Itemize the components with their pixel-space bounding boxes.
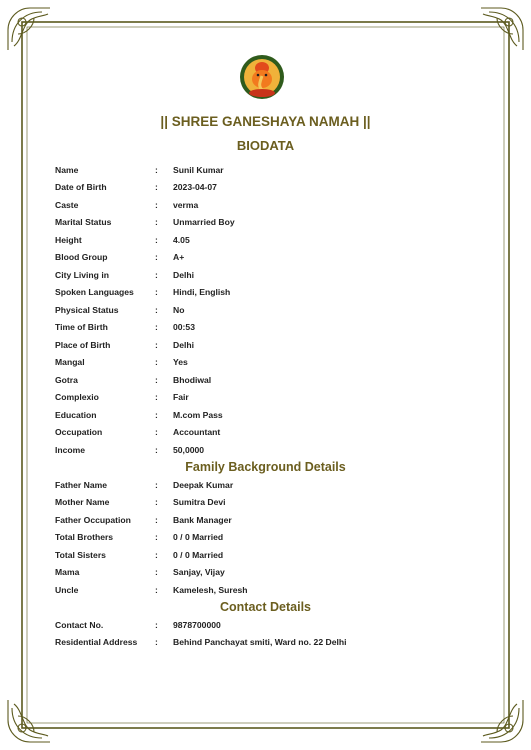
row-label: Total Brothers (55, 532, 114, 542)
row-separator: : (155, 340, 158, 350)
row-value: Unmarried Boy (173, 217, 235, 227)
row-separator: : (155, 620, 158, 630)
row-label: Contact No. (55, 620, 104, 630)
row-value: Accountant (173, 427, 221, 437)
row-value: Deepak Kumar (173, 480, 234, 490)
row-value: No (173, 305, 185, 315)
row-value: Behind Panchayat smiti, Ward no. 22 Delhi (173, 637, 347, 647)
detail-row (55, 637, 495, 654)
row-separator: : (155, 182, 158, 192)
contact-section-title: Contact Details (220, 600, 311, 614)
detail-row (55, 322, 495, 339)
row-label: Gotra (55, 375, 78, 385)
row-value: Delhi (173, 270, 195, 280)
row-separator: : (155, 515, 158, 525)
row-separator: : (155, 392, 158, 402)
row-separator: : (155, 585, 158, 595)
family-section-title: Family Background Details (185, 460, 346, 474)
row-label: Father Occupation (55, 515, 131, 525)
row-separator: : (155, 567, 158, 577)
detail-row (55, 620, 495, 637)
detail-row (55, 567, 495, 584)
row-label: Education (55, 410, 97, 420)
detail-row (55, 200, 495, 217)
row-label: Mother Name (55, 497, 110, 507)
detail-row (55, 375, 495, 392)
detail-row (55, 182, 495, 199)
row-separator: : (155, 217, 158, 227)
row-label: Blood Group (55, 252, 108, 262)
row-value: Fair (173, 392, 189, 402)
row-value: Sanjay, Vijay (173, 567, 225, 577)
row-label: Name (55, 165, 79, 175)
row-value: 0 / 0 Married (173, 550, 224, 560)
row-value: A+ (173, 252, 185, 262)
row-value: 9878700000 (173, 620, 221, 630)
row-label: Spoken Languages (55, 287, 134, 297)
detail-row (55, 357, 495, 374)
detail-row (55, 270, 495, 287)
row-separator: : (155, 252, 158, 262)
row-separator: : (155, 427, 158, 437)
row-separator: : (155, 480, 158, 490)
row-separator: : (155, 270, 158, 280)
row-separator: : (155, 305, 158, 315)
row-value: Kamelesh, Suresh (173, 585, 248, 595)
detail-row (55, 217, 495, 234)
row-value: Hindi, English (173, 287, 231, 297)
row-value: 50,0000 (173, 445, 205, 455)
detail-row (55, 515, 495, 532)
row-separator: : (155, 375, 158, 385)
biodata-title: BIODATA (236, 138, 295, 153)
detail-row (55, 532, 495, 549)
row-label: Income (55, 445, 86, 455)
row-value: 00:53 (173, 322, 195, 332)
row-value: 4.05 (173, 235, 190, 245)
row-label: Complexio (55, 392, 99, 402)
row-value: Sumitra Devi (173, 497, 226, 507)
row-separator: : (155, 235, 158, 245)
row-label: Occupation (55, 427, 103, 437)
row-label: Physical Status (55, 305, 119, 315)
row-label: Mangal (55, 357, 85, 367)
row-value: Sunil Kumar (173, 165, 224, 175)
detail-row (55, 410, 495, 427)
row-separator: : (155, 550, 158, 560)
row-value: Bank Manager (173, 515, 232, 525)
row-value: 2023-04-07 (173, 182, 217, 192)
row-separator: : (155, 322, 158, 332)
row-value: Yes (173, 357, 188, 367)
detail-row (55, 340, 495, 357)
detail-row (55, 497, 495, 514)
row-value: 0 / 0 Married (173, 532, 224, 542)
row-separator: : (155, 637, 158, 647)
row-label: Place of Birth (55, 340, 111, 350)
row-label: Date of Birth (55, 182, 107, 192)
row-label: Marital Status (55, 217, 112, 227)
row-separator: : (155, 357, 158, 367)
row-separator: : (155, 497, 158, 507)
detail-row (55, 427, 495, 444)
row-separator: : (155, 165, 158, 175)
ganesha-icon (238, 52, 286, 102)
detail-row (55, 305, 495, 322)
row-label: Uncle (55, 585, 79, 595)
row-separator: : (155, 200, 158, 210)
detail-row (55, 165, 495, 182)
row-value: Bhodiwal (173, 375, 212, 385)
row-label: Time of Birth (55, 322, 108, 332)
row-label: Height (55, 235, 82, 245)
row-label: City Living in (55, 270, 109, 280)
detail-row (55, 550, 495, 567)
row-label: Caste (55, 200, 79, 210)
row-value: M.com Pass (173, 410, 223, 420)
detail-row (55, 287, 495, 304)
row-label: Total Sisters (55, 550, 106, 560)
row-separator: : (155, 410, 158, 420)
row-label: Father Name (55, 480, 108, 490)
detail-row (55, 480, 495, 497)
row-value: verma (173, 200, 199, 210)
detail-row (55, 252, 495, 269)
row-separator: : (155, 445, 158, 455)
invocation-heading: || SHREE GANESHAYA NAMAH || (160, 114, 371, 129)
detail-row (55, 235, 495, 252)
row-separator: : (155, 532, 158, 542)
row-label: Residential Address (55, 637, 138, 647)
row-separator: : (155, 287, 158, 297)
row-label: Mama (55, 567, 80, 577)
row-value: Delhi (173, 340, 195, 350)
detail-row (55, 392, 495, 409)
